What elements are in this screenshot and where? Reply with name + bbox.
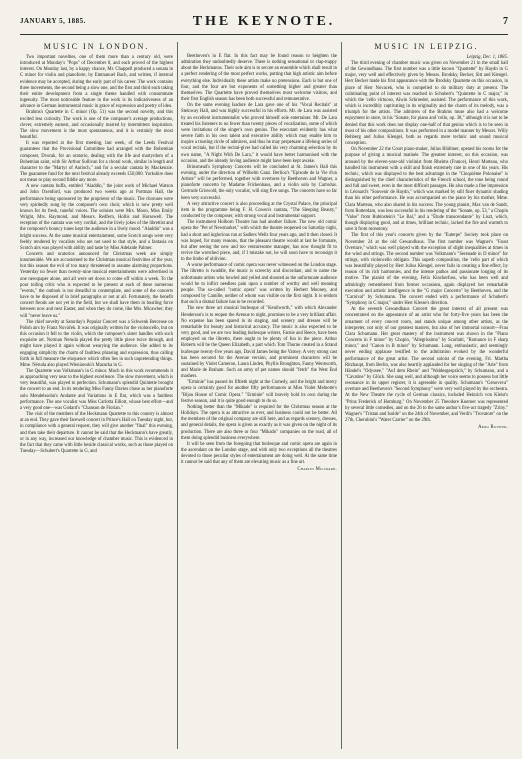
- article-paragraph: Brahms's Quartette in C minor (Op. 51) was the second novelty, and this excited less curiosity. The work is one of the composer's average productions, clever, extremely earnest, and occasionally marred by intermittent inspiration. The slow movement is the most spontaneous, and it is certainly the most beautiful.: [20, 110, 173, 141]
- article-paragraph: Two important novelties, one of them more than a century old, were introduced at Monday's "Pops" of December 8, and each proved of the highest interest. On Monday last, by a happy chance, Mr. Chappell produced a sonata in C minor for violin and pianoforte, by Emmanuel Bach, and written, if internal evidence may be accepted, during the early part of his career. The work contains three movements, the second being a slow one, and the first and third each taking their entire development from a single theme handled with consummate ingenuity. The most noticeable feature in the work is its indicativeness of an advance in German instrumental music in grace of expression and poetry of idea.: [20, 55, 173, 110]
- article-paragraph: The instrument Holborn Theatre has had another failure. The new old comic opera the "Pet of Newmarket," with which the theatre reopened on Saturday night, had a short and inglorious run at Sadlers Wells four years ago, and it then closed. It was hoped, for many reasons, that the pleasant theatre would at last be fortunate, but after seeing the new and too venturesome manager, has now thought fit to revive the wretched piece, and, if I mistake not, he will soon have to reconsign it to the limbo of oblivion.: [181, 220, 337, 263]
- author-signature: Arno Richter.: [478, 425, 508, 431]
- page-header: [20, 14, 508, 34]
- article-paragraph: "Erminie" has passed its fiftieth night at the Comedy, and the bright and merry opera is certainly good for another fifty performances at Miss Violet Melnotte's "Bijou House of Comic Opera." "Erminie" will bravely hold its own during the festive season, and it is quite good enough to do so.: [181, 380, 337, 404]
- article-paragraph: The third evening of chamber music was given on November 21 in the small hall of the Gewandhaus. The first number was a little known "Quartette" by Haydn in G major, very well and effectively given by Messrs. Brodsky, Becker, Sitt and Klengel. Herr Becker made his first appearance with the Brodsky Quartette on this occasion, in place of Herr Novacek, who is compelled to do military duty at present. The culminating point of interest was reached in Schubert's "Quintette in C major," in which the 'cello virtuoso, Alwin Schroeder, assisted. The performance of this work, which is incredibly captivating in its originality and the charm of its melody, was a triumph for the artists. The admirers of the Brahms muse also had a welcome enjoyment in store, in his "Sonate, for piano and 'cello, op. 38," although it is not to be denied that this work does not display one-half of that genius which is to be seen in most of his other compositions. It was performed in a model manner by Messrs. Willy Rehberg and Julius Klengel, both as regards mere technic and sound musical conception.: [345, 61, 508, 147]
- masthead-title: THE KEYNOTE.: [192, 14, 336, 29]
- article-paragraph: On the same evening Isadore de Lara gave one of his "Vocal Recitals" at Steinway Hall, and was highly successful in his efforts. Mr. de Lara was assisted by an excellent instrumentalist who proved himself sole entertainer. Mr. De Lara treated his listeners to no fewer than twenty pieces of vocalization, some of which were invitations of the singer's own genius. The executant evidently has what severe faith in his own talent and executive ability which may enable him to inspire a trusting circle of admirers, and thus he may perpetuate a lifelong series of vocal recitals, but if the recital-giver had called his very charming selection by its own name, "A Night With De Lara," it would have better harmonised with the occasion, and the already loving audience might have been kept awake.: [181, 103, 337, 164]
- article-paragraph: A worse performance of comic opera was never witnessed on the London stage. The libretto is twaddle, the music is screechy and discordant, and to name the unfortunate artists who howled and yelled and shouted as the unfortunate audience would be to inflict needless pain upon a number of worthy and well meaning people. The so-called "comic opera" was written by Herbert Mooney, and composed by Camille, neither of whom was visible on the first night. It is seldom that such a dismal failure has to be recorded.: [181, 263, 337, 306]
- header-rule: [20, 34, 508, 35]
- article-paragraph: Beethoven's in E flat. In this fact may be found reason to heighten the admiration they undoubtedly deserve. There is nothing sensational or clap-trappy about the Heckmanns. Their sole aim is to secure an ensemble which shall result in a perfect rendering of the most perfect works, putting that high artistic aim before everything else. Individually these artists make no pretensions. Each is but one of four, and the four are but exponents of something higher and greater than themselves. The Quartette have proved themselves most welcome visitors, and their first English season has been both successful and remunerative.: [181, 54, 337, 103]
- article-paragraph: The first of this year's concerts given by the "Euterpe" Society took place on November 24 at the old Gewandhaus. The first number was Wagner's "Faust Overture," which was well played with the exception of slight inequalities at times in the wind and strings. The second number was Volkmann's "Serenade in D minor" for strings, with violoncello obligato. This superb composition, the 'cello part of which was beautifully played by Herr Julius Klengel, never fails in creating a fine effect, by reason of its rich harmonies, and the intense pathos and passionate longing of its motive. The pianist of the evening, Felix Kinckerfuss, who has been well and admiringly remembered from former occasions, again displayed her remarkable execution and artistic intelligence in the "G major Concerto" by Beethoven, and the "Carnival" by Schumann. The concert ended with a performance of Schubert's "Symphony in C major," under Herr Klesse's direction.: [345, 233, 508, 307]
- article-paragraph: The Quartette was Volkmann's in G minor. Much in this work recommends it as approaching very near to the highest excellence. The slow movement, which is very beautiful, was played to perfection. Schumann's splendid Quintette brought the concert to an end. In its rendering Miss Fanny Davies chose as her pianoforte solo Mendelssohn's Andante and Variations in E flat, which was a faultless performance. The one vocalist was Miss Carlotta Elliott, whose best effort—and a very good one—was Godard's "Chanson de Florian.": [20, 368, 173, 411]
- page-number: 7: [503, 16, 508, 27]
- column-top-spacer: [181, 42, 337, 54]
- article-paragraph: Nothing better than the "Mikado" is required for the Christmas season at the Holidays. The opera is as attractive as ever, and business could not be better. All the members of the original company are still here, and as regards scenery, dresses, and general details, the opera is given as exactly as it was given on the night of its production. There are also three or four "Mikado" companies on the road, all of them doing splendid business everywhere.: [181, 404, 337, 441]
- column-london: [20, 42, 173, 751]
- column-divider: [341, 42, 342, 749]
- column-london-continued: [181, 42, 337, 751]
- article-paragraph: Brinsmead's Symphony Concerts will be concluded at St. James's Hall this evening, under the direction of Wilhelm Ganz. Berlioz's "Episode de la Vie d'un Artiste" will be performed, together with overtures by Beethoven and Wagner, a pianoforte concerto by Madame Frickenhaus, and a violin solo by Carrodus. Gertrude Griswold, the only vocalist, will sing five songs. The concerts have so far been very successful.: [181, 164, 337, 201]
- article-paragraph: The chief novelty at Saturday's Popular Concert was a Schwenk Berceuse on Polish airs by Franz Nováček. It was originally written for the violoncello, but on this occasion it fell to the violin, which the composer's sister handles with such exquisite art. Norman Neruda played the pretty little piece twice through, and might have played it again without wearying the audience. She added to its engaging simplicity the charm of faultless phrasing and expression, thus calling forth in full measure the eloquence which often lies in such unpretending things. Mme. Néruda also played Wieniawski's Mazurka in G.: [20, 319, 173, 368]
- article-paragraph: On November 22 the Court piano-maker, Julius Blüthner, opened his rooms for the purpose of giving a musical matinée. The greatest interest, on this occasion, was aroused by the eleven-year-old violinist from Rheims (France), Henri Marteau, who handled his instrument with a skill and finish extremely rare in one of his years. His technic, which was displayed to the best advantage in the "Cinquième Polonaise" is distinguished by the chief characteristics of the French school, the tone being round and full and sweet, even in the most difficult passages. He also made a fine impression in Léonard's "Souvenir de Haydn," which was marked by still finer dynamic shading than his other performance. He was accompanied on the piano by his mother, Mme. Clara Marteau, who also shared in his success. The young pianist, Max van de Sandt, from Rotterdam, was less successful in his rendering of the "Sonate, op. 53," a Chopin "Valse" from Rubinstein's "Le Bal," and a "Étude transcendante" by Liszt, which, though displaying good, and at times, brilliant technic, lacked the fire and warmth to save it from monotony.: [345, 147, 508, 233]
- article-title-leipzig: MUSIC IN LEIPZIG.: [374, 42, 479, 51]
- dateline: Leipzig, Dec. 1, 1885.: [466, 55, 508, 60]
- article-paragraph: The visit of the members of the Heckmann Quartette to this country is almost at an end. They gave their farewell concert in Prince's Hall on Tuesday night, but, in compliance with a general request, they will give another "final" this evening, and then take their departure. It cannot be said that the Heckmann's have greatly, or in any way, increased our knowledge of chamber music. This is evidenced in the fact that they came with little beside classical works, such as those played on Tuesday—Schubert's Quartette in G, and: [20, 412, 173, 454]
- author-signature: Charles Millward.: [297, 467, 337, 473]
- column-leipzig: [345, 42, 508, 751]
- issue-date: JANUARY 5, 1885.: [20, 17, 86, 25]
- article-paragraph: At the seventh Gewandhaus Concert the great interest of all present was concentrated on the appearance of an artist who for forty-five years has been the ornament of every concert room, and stands unique among other artists, as the interpreter, not only of our greatest masters, but also of her immortal consort—Frau Clara Schumann. Her great mastery of the instrument was shown in the "Piano Concerto in F minor" by Chopin, "Allegrissimo" by Scarlatti, "Romance in F sharp minor," and "Canon in B minor" by Schumann. Long, enthusiastic, and seemingly never ending applause testified to the admiration evoked by the wonderful performance of the great artist. The second soloist of the evening, Frl. Martha Ritzhaupt, from Berlin, was also heartily applauded for her singing of the "Arie" from Händel's "Odyssee," "Auf dem Rhein" and "Waldesgespräch," by Schumann, and a "Cavatine" by Glück. She sang well, and although her voice seems to possess but little resonance in its upper register, it is agreeable in quality. Schumann's "Genoveva" overture and Beethoven's "Second Symphony" were very well played by the orchestra. At the New Theatre the cycle of German classics, included Heinrich von Kleist's "Prinz Frederick of Homburg." On November 25 Theodore Koerner was represented by several little comedies, and on the 26 to the same author's five-act tragedy "Zriny." Wagner's "Tristan and Isolde" on the 24th of November, and Verdi's "Trovatore" on the 27th, Cherubini's "Water Carrier" on the 29th.: [345, 307, 508, 424]
- article-paragraph: It was reported at the first meeting, last week, of the Leeds Festival guarantees that the Provisional Committee had arranged with the Bohemian composer, Dvorak, for an oratorio, dealing with the life and martyrdom of a Bohemian saint, with Sir Arthur Sullivan for a choral work, similar in length and character to the "Martyr of Antioch," and for a secular cantata by Mackenzie. The guarantee fund for the next festival already exceeds £50,000. Yorkshire does not mean to play second fiddle any more.: [20, 141, 173, 184]
- article-paragraph: A new cantata buffa, entitled "Aladdin," the joint work of Michael Watson and John Oxenford, was produced two weeks ago at Portman Hall, the performance being sponsored by the proprietor of the music. The choruses were very spiritedly sung by the composer's own choir, which is now pretty well known for its fresh, tuneful voices. The soloists were Mrs. Moon, Miss Emily Wright, Mrs. Raymond, and Messrs. Redfern, Hollis and Horsewell. The reception of the cantata was very cordial, and the lively jokes of the librettist and the composer's bouncy tunes kept the audience in a lively mood. "Aladdin" was a bright success. At the same musical entertainment, some Scotch songs were very feebly rendered by vocalists who are not used to that style, and a fantasia on Scotch airs was played with ability and taste by Miss Adelaide Palmer.: [20, 184, 173, 251]
- article-title-london: MUSIC IN LONDON.: [43, 42, 150, 51]
- article-paragraph: Concerts and oratorios announced for Christmas week are simply innumerable. We are accustomed to the Christmas musical festivities of the year, but this season the evil of too many threatened to assume alarming proportions. Yesterday no fewer than twenty-nine musical entertainments were advertised in one newspaper alone, and all were set down to come off within a week. To the poor toiling critic who is expected to be present at each of these numerous "events," the outlook is too dreadful to contemplate, and some of the concerts have to be disposed of in brief paragraphs or not at all. Fortunately, the benefit concert fiends are not yet in the field, but we shall have them in bustling force between now and next Easter, and when they do come, like Mrs. Micawber, they will "never leave us.": [20, 252, 173, 319]
- article-paragraph: It will be seen from the foregoing that burlesque and comic opera are again in the ascendant on the London stage, and with only two exceptions all the theatres devoted to those peculiar styles of entertainment are doing well. At the same time it cannot be said that any of them are elevating music as a fine art.: [181, 441, 337, 466]
- column-divider: [177, 42, 178, 749]
- article-paragraph: The new three act musical burlesque of "Kenilworth," with which Alexander Henderson's is to reopen the Avenue to night, promises to be a very brilliant affair. No expense has been spared in its staging, and scenery and dresses will be remarkable for beauty and historical accuracy. The music is also expected to be very good, and we are two leading burlesque writers, Farnie and Reece, have been employed on the libretto, there ought to be plenty of fun in the piece. Arthur Roberts will be the Queen Elizabeth, a part which Tom Thorne created in a Strand burlesque twenty-five years ago, David James being the Varney. A very strong cast has been secured for the Avenue version, and prominent characters will be sustained by Violet Cameron, Laura Linden, Phyllis Broughton, Fanny Wentworth, and Marie de Braham. Such an army of pet names should "fetch" the West End mashers.: [181, 306, 337, 380]
- article-paragraph: A very attractive concert is also proceeding at the Crystal Palace, the principal item in the programme being F. H. Cowen's cantata, "The Sleeping Beauty," conducted by the composer, with strong vocal and instrumental support.: [181, 201, 337, 220]
